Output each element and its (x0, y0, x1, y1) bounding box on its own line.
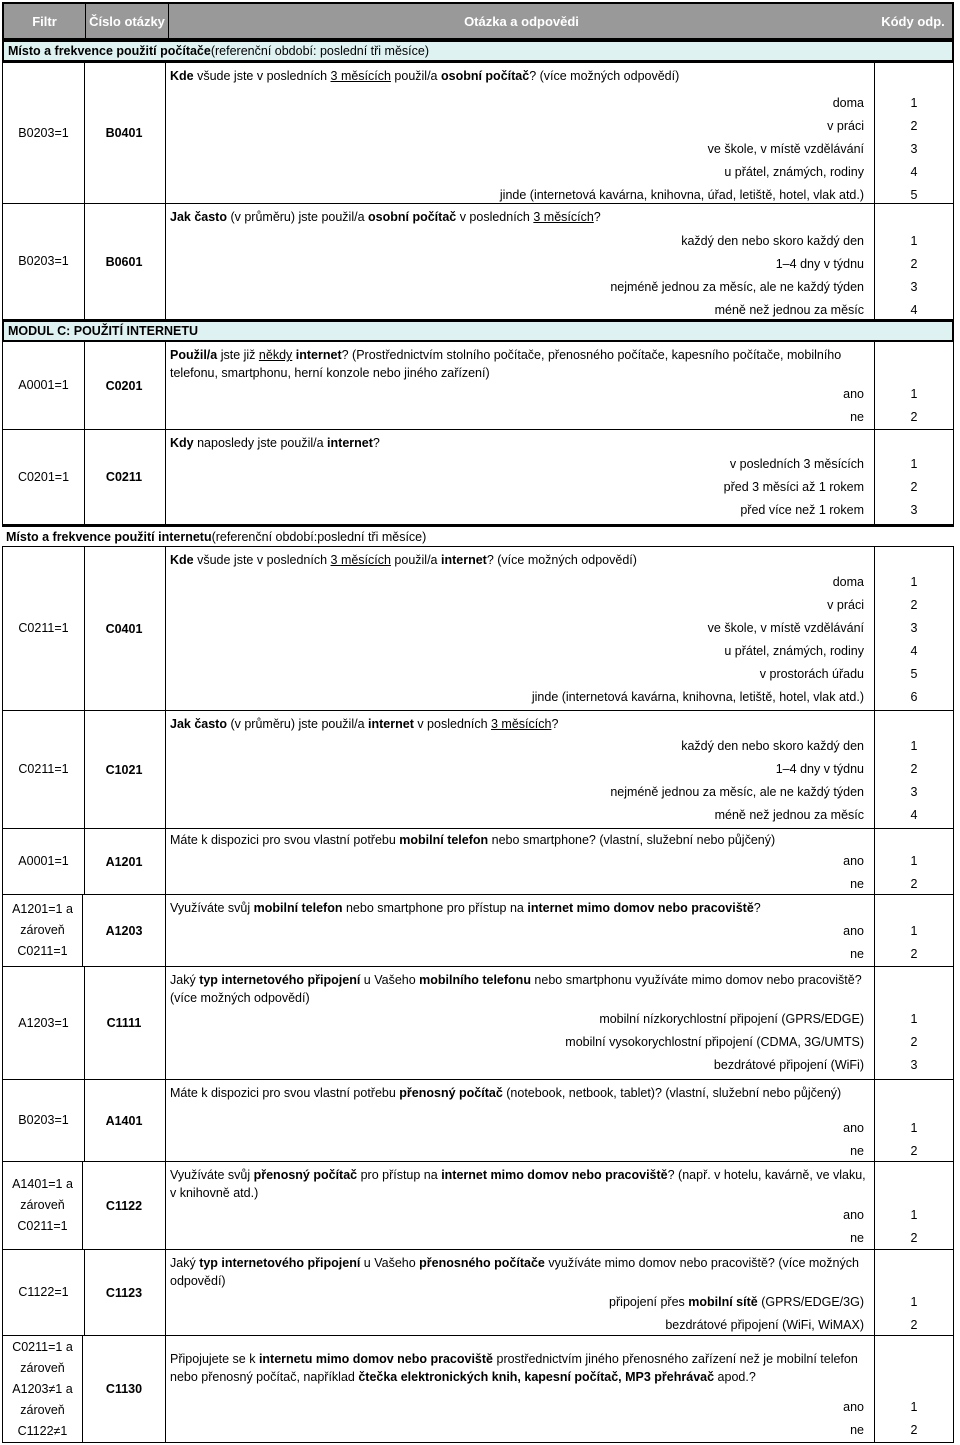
question-text: Připojujete se k internetu mimo domov nebo pracoviště prostřednictvím jiného přenosného zařízení než je mobilní telefon nebo přenosný počítač, například čtečka elektronických knih, kapesní počítač, MP3 přehrávač apod.? (170, 1352, 858, 1384)
answer-code: 1 (910, 1295, 918, 1309)
codes-column (874, 63, 954, 203)
section-subtitle: (referenční období: poslední tři měsíce) (210, 44, 430, 58)
section-title: Místo a frekvence použití počítače (8, 44, 211, 58)
filter-cell: C0201=1 (2, 430, 85, 524)
answer-label: jinde (internetová kavárna, knihovna, letiště, hotel, vlak atd.) (531, 690, 864, 704)
answer-label: bezdrátové připojení (WiFi, WiMAX) (665, 1318, 864, 1332)
answer-code: 3 (910, 503, 918, 517)
answer-label: každý den nebo skoro každý den (681, 739, 864, 753)
answer-code: 2 (910, 480, 918, 494)
answer-code: 2 (910, 1423, 918, 1437)
table-header (2, 2, 954, 40)
question-number: A1401 (83, 1080, 166, 1161)
filter-cell: C0211=1 a zároveň A1203≠1 a zároveň C1122≠1 (2, 1336, 83, 1442)
answer-code: 2 (910, 1318, 918, 1332)
answer-code: 4 (910, 808, 918, 822)
answer-code: 3 (910, 280, 918, 294)
question-block-c0401 (2, 547, 954, 711)
answer-code: 2 (910, 877, 918, 891)
answer-label: ano (843, 924, 864, 938)
answer-label: nejméně jednou za měsíc, ale ne každý týden (610, 785, 864, 799)
question-block-a1201 (2, 829, 954, 895)
answer-label: méně než jednou za měsíc (714, 303, 864, 317)
answer-code: 1 (910, 387, 918, 401)
answer-label: doma (832, 575, 864, 589)
answer-label: ve škole, v místě vzdělávání (707, 621, 864, 635)
answer-label: připojení přes mobilní sítě (GPRS/EDGE/3G) (609, 1295, 864, 1309)
question-number: C1021 (83, 711, 166, 828)
question-block-c1123 (2, 1250, 954, 1336)
answer-label: u přátel, známých, rodiny (724, 644, 864, 658)
answer-label: ano (843, 1208, 864, 1222)
answer-code: 5 (910, 188, 918, 202)
answer-label: v posledních 3 měsících (729, 457, 864, 471)
filter-cell: B0203=1 (2, 1080, 85, 1161)
answer-code: 2 (910, 762, 918, 776)
answer-label: 1–4 dny v týdnu (775, 762, 864, 776)
answer-code: 1 (910, 1121, 918, 1135)
answer-label: před více než 1 rokem (740, 503, 864, 517)
answer-label: ve škole, v místě vzdělávání (707, 142, 864, 156)
question-number: A1201 (83, 829, 166, 894)
answer-label: ano (843, 1400, 864, 1414)
question-text: Máte k dispozici pro svou vlastní potřebu mobilní telefon nebo smartphone? (vlastní, služební nebo půjčený) (170, 833, 776, 847)
answer-code: 2 (910, 257, 918, 271)
answer-label: ano (843, 387, 864, 401)
filter-cell: C1122=1 (2, 1250, 85, 1335)
section-title: MODUL C: POUŽITÍ INTERNETU (8, 324, 199, 338)
filter-cell: C0211=1 (2, 711, 85, 828)
header-otazka: Otázka a odpovědi (464, 13, 579, 29)
question-number: C0201 (83, 342, 166, 429)
answer-code: 3 (910, 142, 918, 156)
section-internet-use (2, 525, 954, 547)
header-kody: Kódy odp. (881, 13, 945, 29)
answer-code: 5 (910, 667, 918, 681)
answer-label: doma (832, 96, 864, 110)
question-block-c0201 (2, 342, 954, 430)
header-cislo: Číslo otázky (86, 4, 169, 38)
answer-code: 1 (910, 924, 918, 938)
question-number: C0211 (83, 430, 166, 524)
question-text: Kdy naposledy jste použil/a internet? (170, 436, 380, 450)
answer-code: 6 (910, 690, 918, 704)
answer-code: 1 (910, 854, 918, 868)
section-modul-c (2, 320, 954, 342)
answer-label: jinde (internetová kavárna, knihovna, úřad, letiště, hotel, vlak atd.) (499, 188, 864, 202)
question-text: Jaký typ internetového připojení u Vašeho přenosného počítače využíváte mimo domov nebo pracoviště? (více možných odpovědí) (170, 1256, 859, 1288)
answer-code: 2 (910, 1231, 918, 1245)
question-number: A1203 (83, 895, 166, 966)
filter-cell: B0203=1 (2, 63, 85, 203)
section-computer-use (2, 40, 954, 62)
answer-label: mobilní nízkorychlostní připojení (GPRS/EDGE) (599, 1012, 864, 1026)
header-filtr: Filtr (4, 4, 86, 38)
answer-code: 4 (910, 303, 918, 317)
answer-code: 1 (910, 575, 918, 589)
filter-cell: A1201=1 a zároveň C0211=1 (2, 895, 83, 966)
answer-label: ne (850, 1144, 864, 1158)
question-block-a1203 (2, 895, 954, 967)
answer-label: ne (850, 947, 864, 961)
question-block-b0601 (2, 204, 954, 320)
filter-cell: A0001=1 (2, 342, 85, 429)
question-text: Použil/a jste již někdy internet? (Prostřednictvím stolního počítače, přenosného počítače, kapesního počítače, mobilního telefonu, smartphonu, herní konzole nebo jiného zařízení) (170, 348, 842, 380)
filter-cell: A0001=1 (2, 829, 85, 894)
answer-code: 1 (910, 234, 918, 248)
filter-cell: A1401=1 a zároveň C0211=1 (2, 1162, 83, 1249)
answer-label: mobilní vysokorychlostní připojení (CDMA, 3G/UMTS) (565, 1035, 864, 1049)
answer-code: 1 (910, 1012, 918, 1026)
question-block-c1021 (2, 711, 954, 829)
question-block-a1401 (2, 1080, 954, 1162)
question-text: Jaký typ internetového připojení u Vašeho mobilního telefonu nebo smartphonu využíváte mimo domov nebo pracoviště? (více možných odpovědí) (170, 973, 862, 1005)
question-text: Využíváte svůj přenosný počítač pro přístup na internet mimo domov nebo pracoviště? (např. v hotelu, kavárně, ve vlaku, v knihovně atd.) (170, 1168, 866, 1200)
answer-code: 3 (910, 621, 918, 635)
answer-label: v prostorách úřadu (759, 667, 864, 681)
filter-cell: C0211=1 (2, 547, 85, 710)
answer-label: méně než jednou za měsíc (714, 808, 864, 822)
answer-label: každý den nebo skoro každý den (681, 234, 864, 248)
answer-label: ne (850, 877, 864, 891)
question-number: B0401 (83, 63, 166, 203)
answer-label: ano (843, 1121, 864, 1135)
question-number: C1123 (83, 1250, 166, 1335)
answer-code: 2 (910, 947, 918, 961)
section-title: Místo a frekvence použití internetu (6, 529, 212, 544)
question-text: Kde všude jste v posledních 3 měsících použil/a osobní počítač? (více možných odpovědí) (170, 69, 680, 83)
answer-label: 1–4 dny v týdnu (775, 257, 864, 271)
answer-code: 4 (910, 165, 918, 179)
answer-label: v práci (827, 119, 864, 133)
question-text: Jak často (v průměru) jste použil/a osobní počítač v posledních 3 měsících? (170, 210, 601, 224)
question-block-c1111 (2, 967, 954, 1080)
filter-cell: A1203=1 (2, 967, 85, 1079)
answer-label: před 3 měsíci až 1 rokem (723, 480, 864, 494)
answer-label: ano (843, 854, 864, 868)
answer-code: 1 (910, 457, 918, 471)
question-text: Využíváte svůj mobilní telefon nebo smartphone pro přístup na internet mimo domov nebo pracoviště? (170, 901, 761, 915)
question-block-b0401 (2, 62, 954, 204)
filter-cell: B0203=1 (2, 204, 85, 319)
answer-code: 1 (910, 96, 918, 110)
question-number: C1130 (83, 1336, 166, 1442)
answer-label: ne (850, 410, 864, 424)
answer-code: 2 (910, 119, 918, 133)
answer-code: 2 (910, 598, 918, 612)
answer-code: 2 (910, 1035, 918, 1049)
answer-label: v práci (827, 598, 864, 612)
question-number: C1122 (83, 1162, 166, 1249)
answer-code: 3 (910, 1058, 918, 1072)
answer-label: ne (850, 1423, 864, 1437)
question-text: Máte k dispozici pro svou vlastní potřebu přenosný počítač (notebook, netbook, tablet)? (vlastní, služební nebo půjčený) (170, 1086, 842, 1100)
answer-label: bezdrátové připojení (WiFi) (713, 1058, 864, 1072)
question-text: Jak často (v průměru) jste použil/a internet v posledních 3 měsících? (170, 717, 559, 731)
question-number: C1111 (83, 967, 166, 1079)
question-number: B0601 (83, 204, 166, 319)
answer-code: 2 (910, 1144, 918, 1158)
answer-code: 1 (910, 1400, 918, 1414)
question-block-c1122 (2, 1162, 954, 1250)
answer-label: ne (850, 1231, 864, 1245)
answer-code: 1 (910, 739, 918, 753)
section-subtitle: (referenční období:poslední tři měsíce) (211, 529, 427, 544)
answer-code: 4 (910, 644, 918, 658)
answer-label: u přátel, známých, rodiny (724, 165, 864, 179)
question-text: Kde všude jste v posledních 3 měsících použil/a internet? (více možných odpovědí) (170, 553, 637, 567)
question-block-c1130 (2, 1336, 954, 1443)
answer-code: 1 (910, 1208, 918, 1222)
answer-code: 2 (910, 410, 918, 424)
answer-code: 3 (910, 785, 918, 799)
question-block-c0211 (2, 430, 954, 525)
answer-label: nejméně jednou za měsíc, ale ne každý týden (610, 280, 864, 294)
question-number: C0401 (83, 547, 166, 710)
